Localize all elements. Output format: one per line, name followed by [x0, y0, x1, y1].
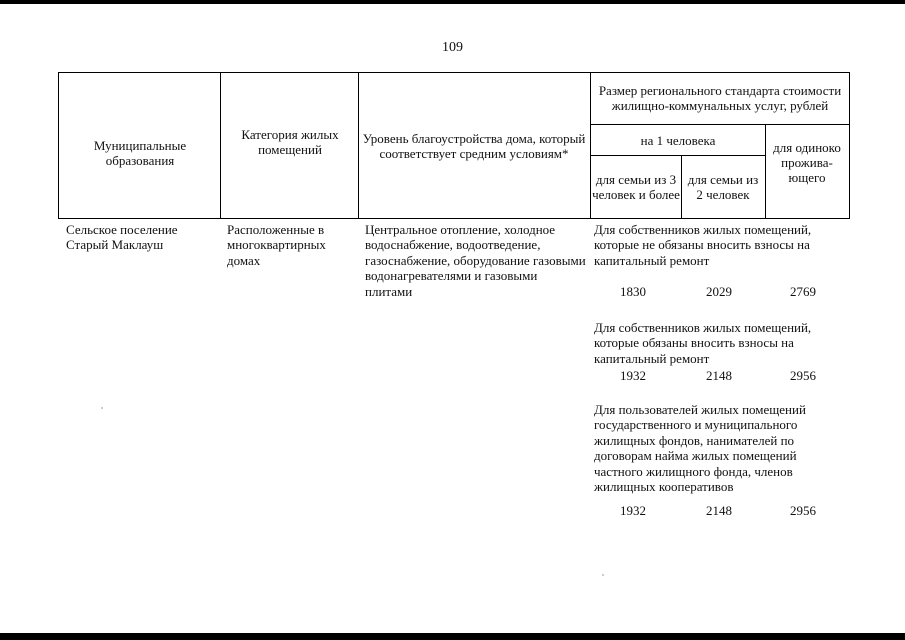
header-size-text: Размер регионального стандарта стоимости жилищно-коммунальных услуг, рублей [598, 83, 842, 113]
group-3-family2-value: 2148 [706, 503, 732, 518]
group-2-title: Для собственников жилых помещений, которые обязаны вносить взносы на капитальный ремонт [594, 320, 812, 366]
group-3-single-value: 2956 [790, 503, 816, 518]
group-1-title: Для собственников жилых помещений, которые не обязаны вносить взносы на капитальный ремонт [594, 222, 812, 268]
table-left-line [58, 72, 59, 219]
header-level-text: Уровень благоустройства дома, который соответствует средним условиям* [362, 131, 586, 161]
group-2-single-value: 2956 [790, 368, 816, 383]
group-1-family2-value: 2029 [706, 284, 732, 299]
row-municipality: Сельское поселение Старый Маклауш [66, 222, 178, 253]
header-per-person-text: на 1 человека [640, 132, 716, 148]
col-divider-2 [358, 72, 359, 219]
header-per-person [591, 125, 765, 155]
group-3-family3-value: 1932 [620, 503, 646, 518]
header-category-text: Категория жилых помещений [241, 127, 339, 157]
table-top-line [58, 72, 850, 73]
header-family3-text: для семьи из 3 человек и более [592, 172, 680, 202]
table-right-line [849, 72, 850, 219]
header-family2-text: для семьи из 2 человек [687, 172, 759, 202]
col-divider-1 [220, 72, 221, 219]
header-municipalities-text: Муниципальные образования [93, 138, 187, 168]
group-2-family3-value: 1932 [620, 368, 646, 383]
row-level: Центральное отопление, холодное водоснабжение, водоотведение, газоснабжение, оборудование газовыми водонагревателями и газовыми плитами [365, 222, 586, 299]
header-bottom-line [58, 218, 850, 219]
header-level [362, 112, 586, 180]
header-category [226, 124, 354, 160]
scan-speck [602, 574, 604, 576]
bottom-border [0, 633, 905, 640]
header-single-text: для одиноко прожива-ющего [773, 139, 841, 185]
group-3-title: Для пользователей жилых помещений государственного и муниципального жилищных фондов, нанимателей по договорам найма жилых помещений частного жилищного фонда, членов жилищных кооперативов [594, 402, 806, 495]
header-single [768, 126, 846, 198]
row-category: Расположенные в многоквартирных домах [227, 222, 326, 268]
group-1-family3-value: 1830 [620, 284, 646, 299]
header-family3 [592, 158, 680, 216]
top-border [0, 0, 905, 4]
col-divider-4 [681, 155, 682, 219]
col-divider-5 [765, 124, 766, 219]
header-family2 [683, 158, 763, 216]
page-number: 109 [442, 40, 463, 55]
scan-speck [101, 407, 103, 409]
header-municipalities [70, 135, 210, 171]
family-top-line [590, 155, 765, 156]
header-size [594, 74, 846, 122]
group-2-family2-value: 2148 [706, 368, 732, 383]
group-1-single-value: 2769 [790, 284, 816, 299]
